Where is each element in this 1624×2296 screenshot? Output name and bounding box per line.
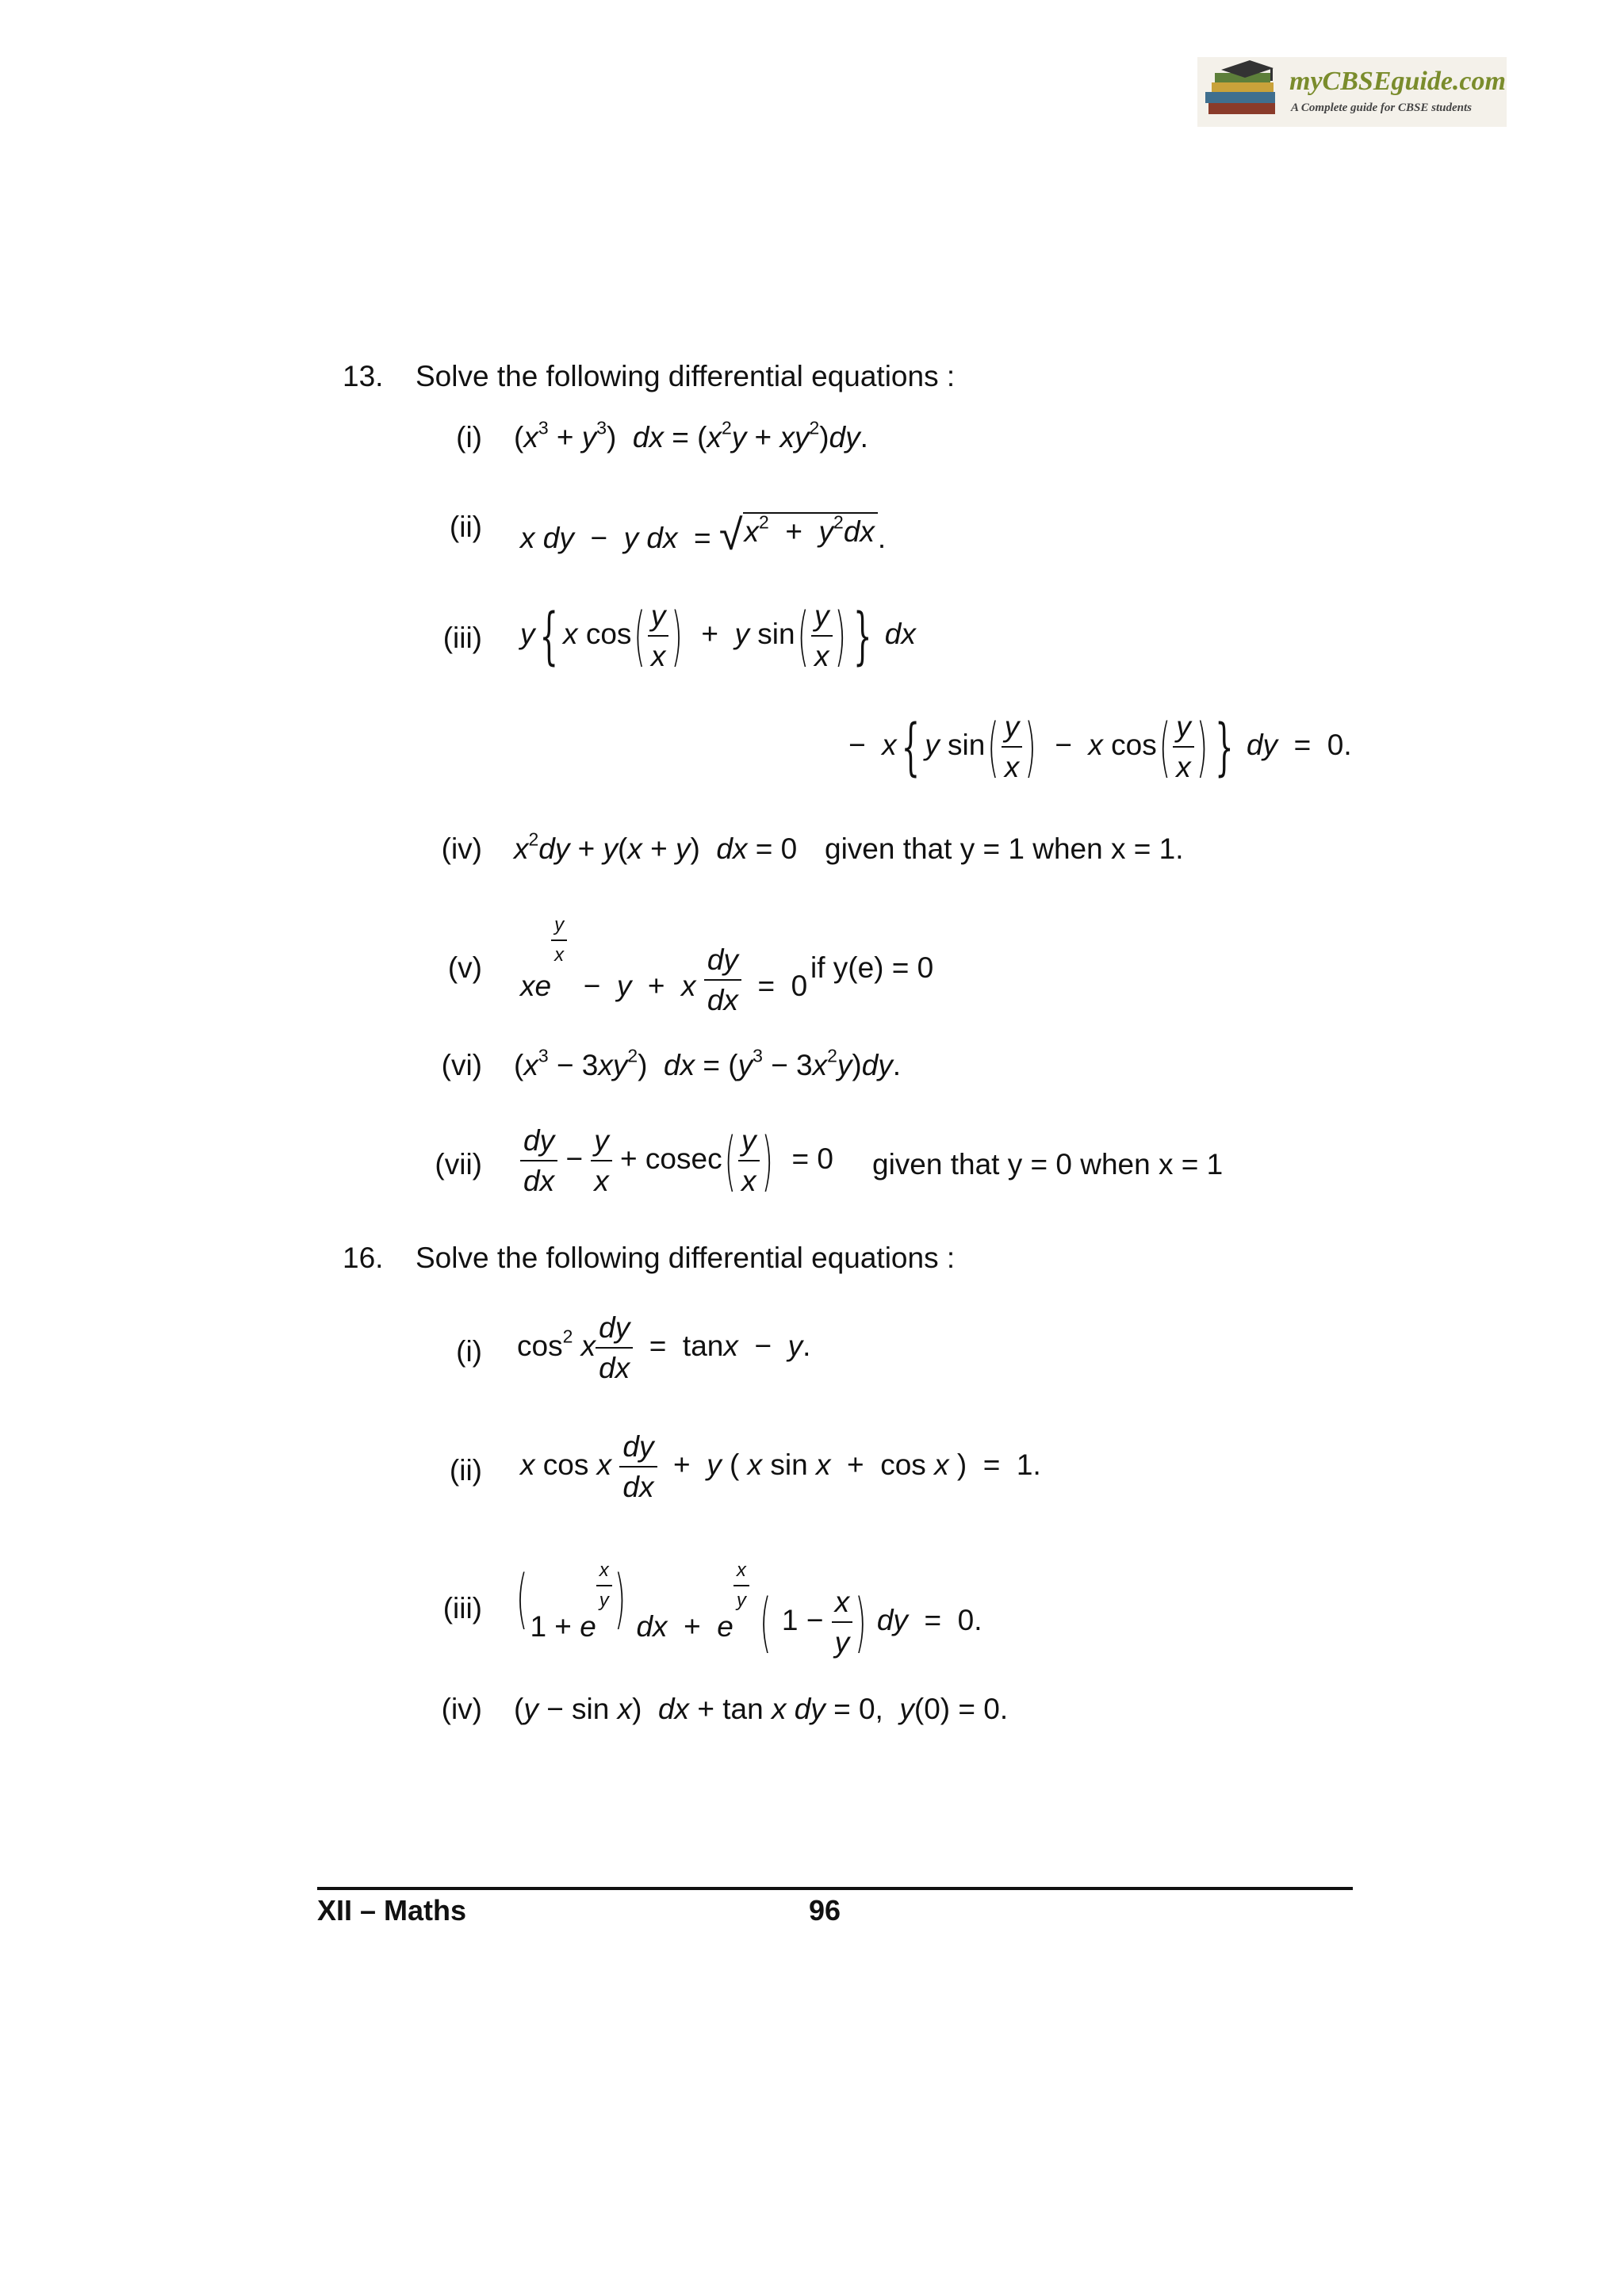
site-logo <box>1197 57 1507 127</box>
q13-label-iv: (iv) <box>441 832 482 865</box>
footer-subject: XII – Maths <box>317 1894 467 1927</box>
q13-equation-i: $(x^3 + y^3)$ dx = $(x^2y + xy^2)dy$. <box>514 417 868 453</box>
q13-vii-condition: given that y = 0 when x = 1 <box>872 1148 1224 1181</box>
logo-tagline: A Complete guide for CBSE students <box>1291 101 1472 114</box>
q16-equation-iv: (y − sin x) dx + tan x dy = 0, y(0) = 0. <box>514 1693 1009 1725</box>
q13-equation-vii: $\frac{dy}{dx}$ − $\frac{y}{x}$ + cosec( $\frac{y}{x}$ ) = 0 <box>520 1126 833 1196</box>
q16-label-ii: (ii) <box>449 1454 482 1487</box>
q13-iv-condition: given that y = 1 when x = 1. <box>825 832 1184 865</box>
q16-label-i: (i) <box>456 1335 482 1368</box>
q13-label-vii: (vii) <box>435 1148 482 1181</box>
q13-v-condition: if y(e) = 0 <box>810 951 934 984</box>
question-number-16: 16. <box>343 1242 384 1274</box>
q13-label-iii: (iii) <box>442 622 482 654</box>
q13-equation-iv: $x^2dy + y(x + y)$ dx = 0 <box>514 828 798 865</box>
q16-equation-iii: (1 + e $\frac{x}{y}$ ) dx + e $\frac{x}{y}$ ( 1 − $\frac{x}{y}$ ) dy = 0. <box>516 1559 982 1660</box>
q13-label-ii: (ii) <box>449 511 482 543</box>
question-16-heading: Solve the following differential equations : <box>416 1242 956 1274</box>
q13-label-i: (i) <box>456 421 482 453</box>
q13-equation-iii-line2: − x { y sin( $\frac{y}{x}$ ) − x cos( $\frac{y}{x}$ ) } dy = 0. <box>848 709 1352 785</box>
q16-label-iv: (iv) <box>441 1693 482 1725</box>
q13-label-v: (v) <box>447 951 482 984</box>
page-number: 96 <box>809 1894 841 1927</box>
footer-rule <box>317 1887 1353 1890</box>
q13-label-vi: (vi) <box>441 1049 482 1081</box>
q13-equation-ii: x dy − y dx = $√x^2 + y^2dx$ . <box>520 511 887 559</box>
books-icon <box>1197 57 1286 127</box>
question-13-heading: Solve the following differential equations : <box>416 360 956 392</box>
q13-equation-iii-line1: y { x cos( $\frac{y}{x}$ ) + y sin( $\frac{y}{x}$ ) } dx <box>520 598 916 674</box>
q13-equation-vi: $(x^3 - 3xy^2)$ dx = $(y^3 - 3x^2y)dy$. <box>514 1045 902 1081</box>
logo-brand: myCBSEguide.com <box>1289 67 1506 96</box>
q16-label-iii: (iii) <box>442 1592 482 1624</box>
question-number-13: 13. <box>343 360 384 392</box>
q16-equation-ii: x cos x $\frac{dy}{dx}$ + y ( x sin x + cos x ) = 1. <box>520 1430 1041 1503</box>
q13-equation-v: xe $\frac{y}{x}$ − y + x $\frac{dy}{dx}$ = 0 <box>520 914 808 1016</box>
q16-equation-i: $\cos^2 x$ $\frac{dy}{dx}$ = tanx − y. <box>517 1311 811 1384</box>
